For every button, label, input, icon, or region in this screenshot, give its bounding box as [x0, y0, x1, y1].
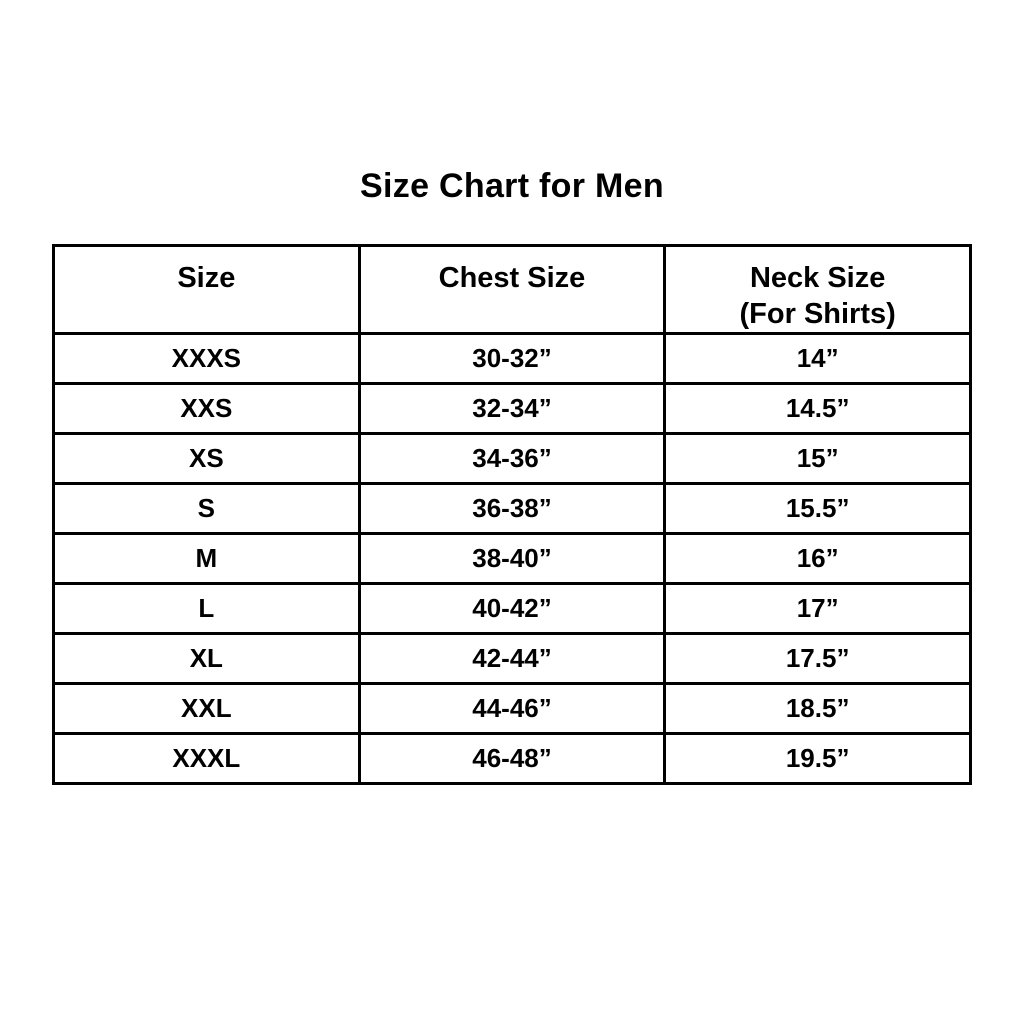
- column-header-chest-size: [359, 246, 665, 334]
- table-row: [54, 434, 971, 484]
- column-header-neck-size: [665, 246, 971, 334]
- table-row: [54, 734, 971, 784]
- chest-size-cell: 38-40”: [359, 534, 665, 584]
- chest-size-cell: 36-38”: [359, 484, 665, 534]
- size-chart-table: [52, 244, 972, 785]
- table-row: [54, 484, 971, 534]
- table-row: [54, 684, 971, 734]
- table-row: [54, 634, 971, 684]
- neck-size-cell: 14”: [665, 334, 971, 384]
- column-header-size: [54, 246, 360, 334]
- neck-size-cell: 15”: [665, 434, 971, 484]
- chest-size-cell: 46-48”: [359, 734, 665, 784]
- size-chart-body: [54, 334, 971, 784]
- page-title: Size Chart for Men: [360, 167, 664, 205]
- column-header-neck-size-sublabel: (For Shirts): [739, 298, 896, 330]
- size-cell: XL: [54, 634, 360, 684]
- neck-size-cell: 14.5”: [665, 384, 971, 434]
- neck-size-cell: 19.5”: [665, 734, 971, 784]
- column-header-chest-size-label: Chest Size: [438, 262, 586, 294]
- size-cell: L: [54, 584, 360, 634]
- size-cell: XXL: [54, 684, 360, 734]
- size-chart-header: [54, 246, 971, 334]
- chest-size-cell: 30-32”: [359, 334, 665, 384]
- neck-size-cell: 16”: [665, 534, 971, 584]
- chest-size-cell: 32-34”: [359, 384, 665, 434]
- neck-size-cell: 17”: [665, 584, 971, 634]
- chest-size-cell: 42-44”: [359, 634, 665, 684]
- chest-size-cell: 34-36”: [359, 434, 665, 484]
- size-cell: XS: [54, 434, 360, 484]
- column-header-neck-size-label: Neck Size: [749, 262, 886, 294]
- column-header-size-label: Size: [177, 262, 236, 294]
- size-cell: XXXL: [54, 734, 360, 784]
- table-row: [54, 534, 971, 584]
- size-cell: XXS: [54, 384, 360, 434]
- chest-size-cell: 40-42”: [359, 584, 665, 634]
- table-row: [54, 334, 971, 384]
- neck-size-cell: 15.5”: [665, 484, 971, 534]
- table-row: [54, 584, 971, 634]
- table-row: [54, 384, 971, 434]
- chest-size-cell: 44-46”: [359, 684, 665, 734]
- size-cell: M: [54, 534, 360, 584]
- neck-size-cell: 18.5”: [665, 684, 971, 734]
- size-cell: S: [54, 484, 360, 534]
- size-cell: XXXS: [54, 334, 360, 384]
- neck-size-cell: 17.5”: [665, 634, 971, 684]
- header-row: [54, 246, 971, 334]
